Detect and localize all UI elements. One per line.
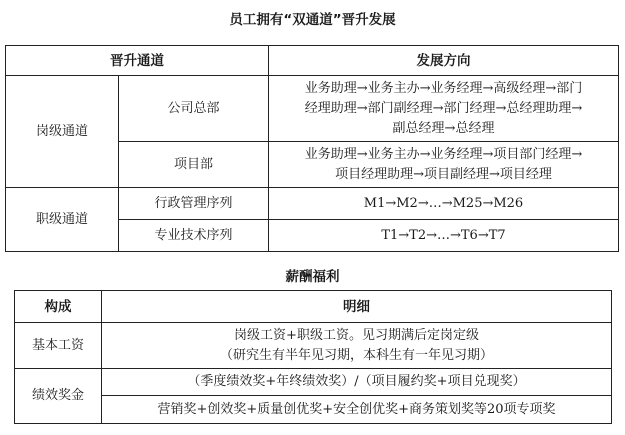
compensation-title: 薪酬福利 — [285, 269, 340, 285]
project-path-line: 项目经理助理→项目副经理→项目经理 — [335, 166, 552, 182]
unit-hq: 公司总部 — [119, 76, 269, 142]
admin-path: M1→M2→…→M25→M26 — [269, 188, 619, 220]
header-component: 构成 — [15, 291, 102, 323]
header-detail: 明细 — [102, 291, 612, 323]
hq-path-line: 业务助理→业务主办→业务经理→高级经理→部门 — [304, 80, 583, 96]
bonus-label: 绩效奖金 — [15, 369, 102, 424]
unit-admin: 行政管理序列 — [119, 188, 269, 220]
project-path — [269, 142, 619, 188]
header-channel: 晋升通道 — [6, 46, 269, 76]
base-detail — [102, 323, 612, 369]
unit-tech: 专业技术序列 — [119, 220, 269, 252]
post-channel-label: 岗级通道 — [6, 76, 119, 188]
bonus-detail-performance: （季度绩效奖+年终绩效奖）/（项目履约奖+项目兑现奖） — [102, 369, 612, 396]
compensation-table — [14, 290, 612, 424]
base-detail-line: （研究生有半年见习期，本科生有一年见习期） — [219, 347, 493, 363]
hq-path-line: 经理助理→部门副经理→部门经理→总经理助理→ — [304, 100, 583, 116]
base-label: 基本工资 — [15, 323, 102, 369]
promotion-table — [5, 45, 619, 252]
project-path-line: 业务助理→业务主办→业务经理→项目部门经理→ — [304, 146, 583, 162]
rank-channel-label: 职级通道 — [6, 188, 119, 252]
unit-project: 项目部 — [119, 142, 269, 188]
header-direction: 发展方向 — [269, 46, 619, 76]
hq-path-line: 副总经理→总经理 — [392, 120, 495, 136]
promotion-title: 员工拥有“双通道”晋升发展 — [229, 12, 396, 28]
hq-path — [269, 76, 619, 142]
base-detail-line: 岗级工资+职级工资。见习期满后定岗定级 — [234, 327, 479, 343]
bonus-detail-special: 营销奖+创效奖+质量创优奖+安全创优奖+商务策划奖等20项专项奖 — [102, 396, 612, 424]
tech-path: T1→T2→…→T6→T7 — [269, 220, 619, 252]
